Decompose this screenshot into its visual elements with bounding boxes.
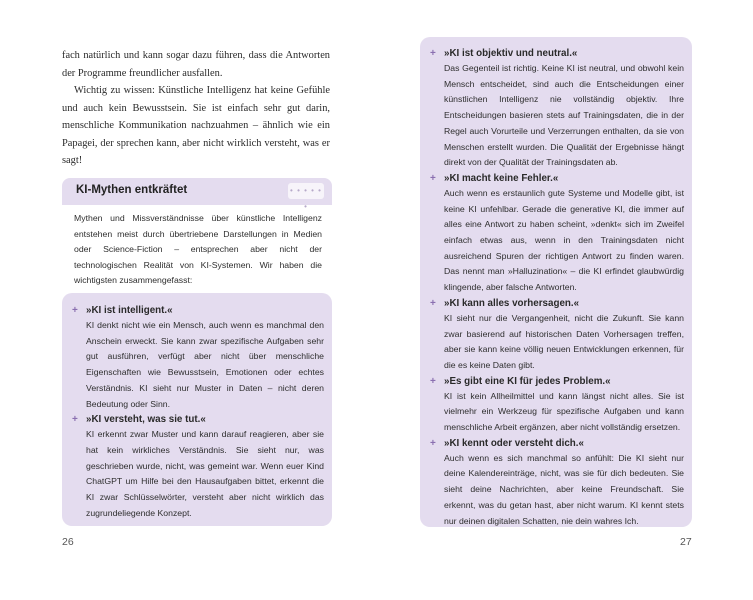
- myth-text: Auch wenn es sich manchmal so anfühlt: Die KI sieht nur deine Kalendereinträge, nicht, was sie für dich bedeuten. Sie sieht deine Nachrichten, aber keine Freundschaft. Sie erkennt, was du getan hast, aber nicht warum. KI kennt stets nur deinen digitalen Schatten, nie dein wahres Ich.: [444, 452, 684, 526]
- myth-item: [72, 412, 324, 521]
- plus-icon: +: [430, 48, 436, 59]
- myth-heading: »KI kann alles vorhersagen.«: [444, 297, 580, 309]
- plus-icon: +: [72, 414, 78, 426]
- myth-heading: »KI kennt oder versteht dich.«: [444, 437, 584, 449]
- myth-heading: »KI ist objektiv und neutral.«: [444, 48, 578, 59]
- plus-icon: +: [430, 172, 436, 184]
- myth-text: KI denkt nicht wie ein Mensch, auch wenn es manchmal den Anschein erweckt. Sie kann zwar spezifische Aufgaben sehr gut ausführen, verfügt aber nicht über menschliche Eigenschaften wie Bewusstsein, Emotionen oder echtes Verständnis. KI sieht nur Muster in Daten – nicht deren Bedeutung oder Sinn.: [86, 320, 324, 409]
- page-number: 26: [62, 536, 74, 548]
- myth-item: [72, 303, 324, 412]
- myth-text: KI ist kein Allheilmittel und kann längst nicht alles. Sie ist vielmehr ein Werkzeug für spezifische Aufgaben und kann menschliche Arbeit ergänzen, aber nicht vollständig ersetzen.: [444, 390, 684, 433]
- myth-heading: »KI macht keine Fehler.«: [444, 172, 559, 184]
- paragraph: Wichtig zu wissen: Künstliche Intelligenz hat keine Gefühle und auch kein Bewusstsein. Sie ist einfach sehr gut darin, menschliche Kommunikation nachzuahmen – ähnlich wie ein Papagei, der sprechen kann, aber nicht wirklich versteht, was er sagt!: [62, 85, 330, 166]
- myth-item: [430, 171, 684, 296]
- myths-panel-right: [420, 37, 692, 527]
- page-number: 27: [680, 536, 692, 548]
- plus-icon: +: [430, 297, 436, 309]
- box-title: KI-Mythen entkräftet: [76, 184, 188, 196]
- myth-heading: »Es gibt eine KI für jedes Problem.«: [444, 375, 611, 387]
- myth-text: KI sieht nur die Vergangenheit, nicht die Zukunft. Sie kann zwar basierend auf historischen Daten Vorhersagen treffen, aber sie kann keine völlig neuen Entwicklungen erkennen, für die es keine Daten gibt.: [444, 312, 684, 370]
- myth-text: Das Gegenteil ist richtig. Keine KI ist neutral, und obwohl kein Mensch entscheidet, sind auch die Entscheidungen einer künstlichen Intelligenz nie vollständig objektiv. Ihre Entscheidungen basieren stets auf Trainingsdaten, die in der Regel auch Vorurteile und Verzerrungen enthalten, da sie von Menschen erstellt wurden. Die Qualität der Ergebnisse hängt direkt von der Qualität der Trainingsdaten ab.: [444, 63, 684, 168]
- myth-item: [430, 296, 684, 374]
- myth-item: [430, 374, 684, 436]
- left-page: [0, 0, 376, 600]
- myth-heading: »KI ist intelligent.«: [86, 305, 173, 316]
- plus-icon: +: [72, 305, 78, 316]
- myth-item: [430, 436, 684, 530]
- myth-text: KI erkennt zwar Muster und kann darauf reagieren, aber sie hat kein wirkliches Verständnis. Sie sieht nur, was geschrieben wurde, nicht, was gemeint war. Wenn euer Kind ChatGPT um Hilfe bei den Hausaufgaben bittet, erkennt die KI zwar Schlüsselwörter, versteht aber nicht wirklich das zugrundeliegende Konzept.: [86, 429, 324, 518]
- box-header: [62, 178, 332, 211]
- myth-heading: »KI versteht, was sie tut.«: [86, 414, 206, 426]
- plus-icon: +: [430, 375, 436, 387]
- plus-icon: +: [430, 437, 436, 449]
- myth-text: Auch wenn es erstaunlich gute Systeme und Modelle gibt, ist keine KI unfehlbar. Gerade die generative KI, die immer auf alles eine Antwort zu haben scheint, »denkt« sich im Zweifel einfach etwas aus, wenn in den Trainingsdaten nicht ausreichend Spuren der richtigen Antwort zu finden waren. Das nennt man »Halluzination« – die KI erfindet glaubwürdig klingende, aber falsche Antworten.: [444, 187, 684, 293]
- body-text: [62, 47, 330, 170]
- box-intro: Mythen und Missverständnisse über künstliche Intelligenz entstehen meist durch übertriebene Darstellungen in Medien oder Science-Fiction – entsprechen aber nicht der technologischen Realität von KI-Systemen. Wir haben die wichtigsten zusammengefasst:: [74, 213, 322, 285]
- ornament-icon: • • • • • •: [288, 183, 324, 199]
- myths-panel-left: [62, 293, 332, 526]
- paragraph: fach natürlich und kann sogar dazu führen, dass die Antworten der Programme freundlicher ausfallen.: [62, 50, 330, 79]
- myth-item: [430, 46, 684, 171]
